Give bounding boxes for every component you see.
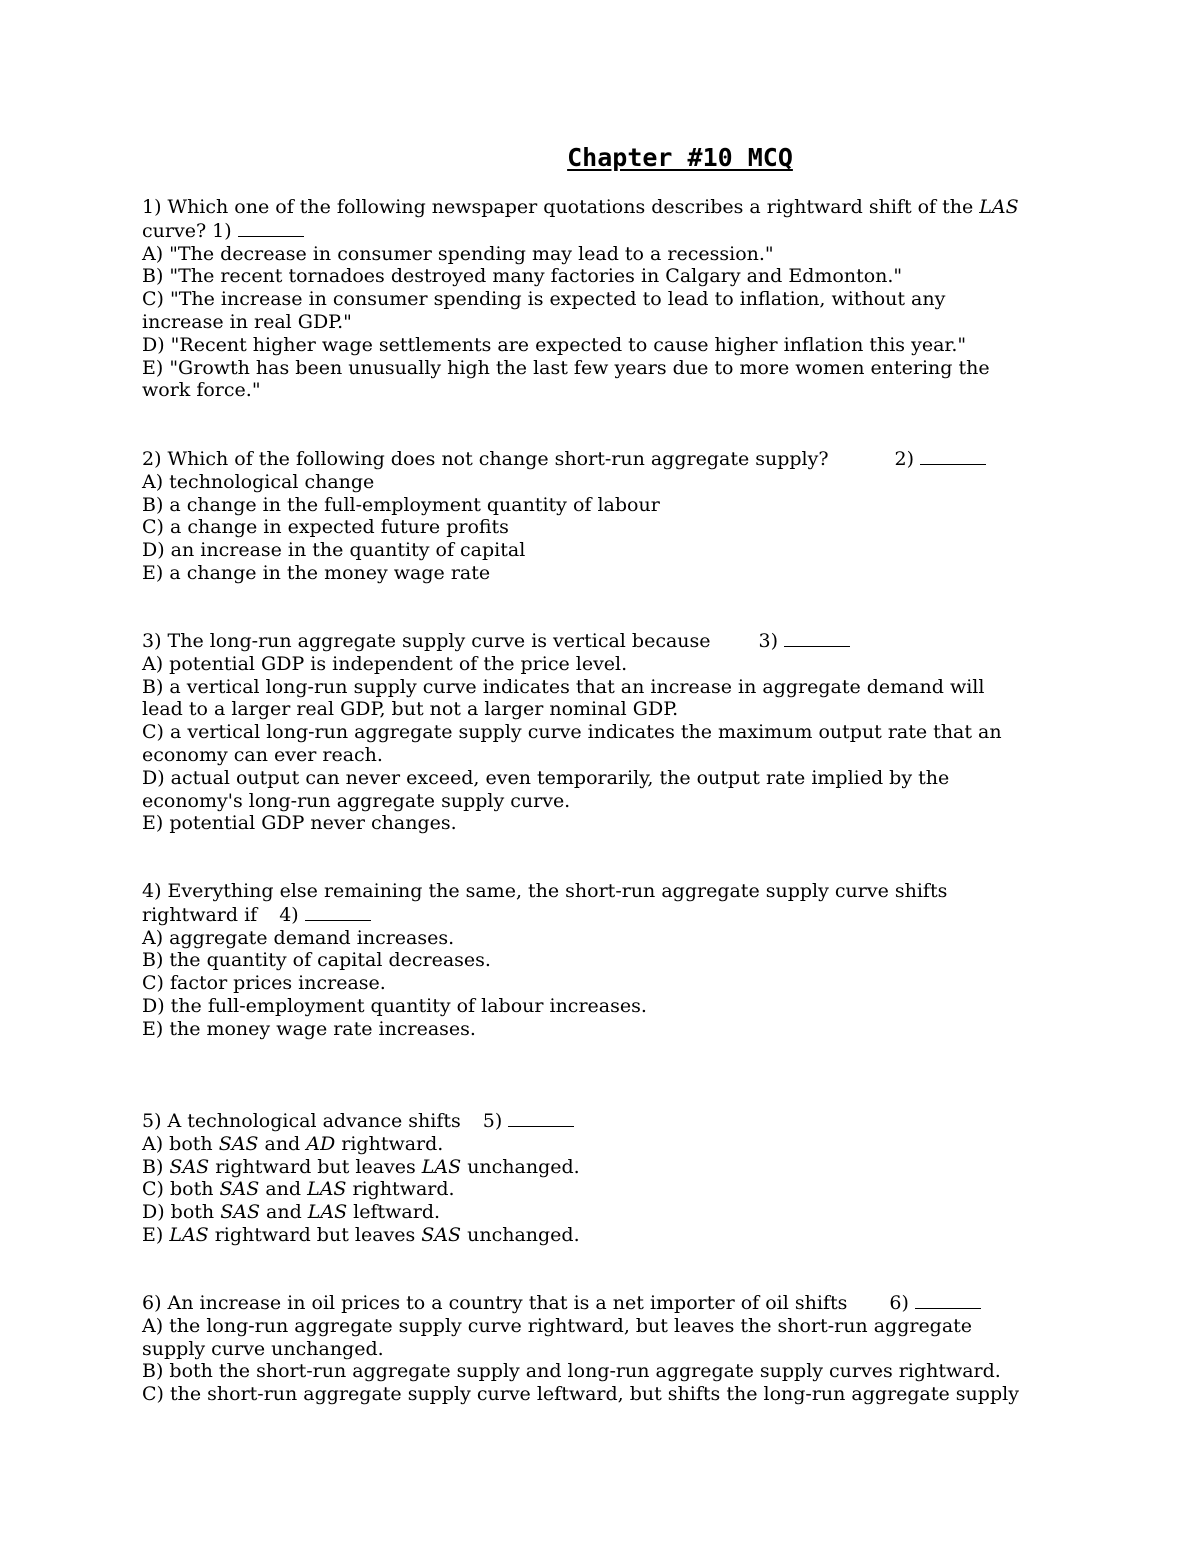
question-1 bbox=[142, 196, 1052, 402]
answer-label: 5) bbox=[482, 1110, 509, 1132]
option-b: B) "The recent tornadoes destroyed many factories in Calgary and Edmonton." bbox=[142, 265, 903, 288]
question-stem: 3) The long-run aggregate supply curve is vertical because 3) bbox=[142, 629, 1052, 653]
option-c: C) a change in expected future profits bbox=[142, 516, 509, 539]
option-d-continued: economy's long-run aggregate supply curve. bbox=[142, 789, 571, 812]
option-c: C) factor prices increase. bbox=[142, 972, 386, 995]
question-stem: 1) Which one of the following newspaper quotations describes a rightward shift of the LAS bbox=[142, 196, 1019, 218]
option-c: C) a vertical long-run aggregate supply curve indicates the maximum output rate that an bbox=[142, 721, 1002, 744]
option-a: A) potential GDP is independent of the price level. bbox=[142, 652, 628, 675]
page-title: Chapter #10 MCQ bbox=[567, 143, 793, 172]
option-b: B) a vertical long-run supply curve indicates that an increase in aggregate demand will bbox=[142, 675, 985, 698]
question-4 bbox=[142, 880, 1052, 1041]
option-b: B) both the short-run aggregate supply and long-run aggregate supply curves rightward. bbox=[142, 1360, 1001, 1383]
answer-label: 3) bbox=[758, 630, 785, 652]
answer-blank[interactable] bbox=[915, 1291, 981, 1309]
option-e: E) a change in the money wage rate bbox=[142, 561, 491, 584]
answer-label: 2) bbox=[894, 448, 921, 470]
option-c-continued: economy can ever reach. bbox=[142, 743, 383, 766]
option-e: E) "Growth has been unusually high the last few years due to more women entering the bbox=[142, 356, 990, 379]
question-stem: 4) Everything else remaining the same, the short-run aggregate supply curve shifts bbox=[142, 880, 948, 902]
answer-blank[interactable] bbox=[920, 447, 986, 465]
option-c: C) both SAS and LAS rightward. bbox=[142, 1178, 455, 1201]
option-e: E) the money wage rate increases. bbox=[142, 1017, 476, 1040]
question-3 bbox=[142, 629, 1052, 835]
option-b: B) the quantity of capital decreases. bbox=[142, 949, 491, 972]
answer-blank[interactable] bbox=[238, 219, 304, 237]
option-d: D) the full-employment quantity of labour increases. bbox=[142, 994, 647, 1017]
option-a-continued: supply curve unchanged. bbox=[142, 1337, 384, 1360]
question-6 bbox=[142, 1291, 1052, 1406]
option-e-continued: work force." bbox=[142, 379, 261, 402]
option-d: D) actual output can never exceed, even temporarily, the output rate implied by the bbox=[142, 766, 950, 789]
answer-blank[interactable] bbox=[784, 629, 850, 647]
answer-blank[interactable] bbox=[305, 903, 371, 921]
option-a: A) both SAS and AD rightward. bbox=[142, 1132, 444, 1155]
option-d: D) both SAS and LAS leftward. bbox=[142, 1201, 441, 1224]
option-c: C) the short-run aggregate supply curve leftward, but shifts the long-run aggregate supply bbox=[142, 1383, 1019, 1406]
option-e: E) potential GDP never changes. bbox=[142, 812, 457, 835]
option-e: E) LAS rightward but leaves SAS unchanged. bbox=[142, 1223, 580, 1246]
question-stem-continued: curve? 1) bbox=[142, 219, 1052, 243]
option-d: D) an increase in the quantity of capital bbox=[142, 539, 526, 562]
option-b: B) SAS rightward but leaves LAS unchanged. bbox=[142, 1155, 580, 1178]
question-stem: 2) Which of the following does not change short-run aggregate supply? 2) bbox=[142, 447, 1052, 471]
option-a: A) aggregate demand increases. bbox=[142, 926, 455, 949]
option-c: C) "The increase in consumer spending is expected to lead to inflation, without any bbox=[142, 288, 946, 311]
question-5 bbox=[142, 1109, 1052, 1247]
option-a: A) technological change bbox=[142, 470, 375, 493]
answer-label: 6) bbox=[889, 1292, 915, 1314]
question-stem-continued: rightward if 4) bbox=[142, 903, 1052, 927]
option-a: A) "The decrease in consumer spending may lead to a recession." bbox=[142, 242, 774, 265]
answer-label: 4) bbox=[279, 903, 305, 926]
answer-blank[interactable] bbox=[508, 1109, 574, 1127]
question-stem: 6) An increase in oil prices to a country that is a net importer of oil shifts 6) bbox=[142, 1291, 1052, 1315]
question-2 bbox=[142, 447, 1052, 585]
question-stem: 5) A technological advance shifts 5) bbox=[142, 1109, 1052, 1133]
option-c-continued: increase in real GDP." bbox=[142, 310, 352, 333]
option-b-continued: lead to a larger real GDP, but not a larger nominal GDP. bbox=[142, 698, 679, 721]
option-b: B) a change in the full-employment quantity of labour bbox=[142, 493, 660, 516]
option-a: A) the long-run aggregate supply curve rightward, but leaves the short-run aggregate bbox=[142, 1314, 973, 1337]
option-d: D) "Recent higher wage settlements are expected to cause higher inflation this year." bbox=[142, 333, 967, 356]
answer-label: 1) bbox=[212, 219, 238, 242]
